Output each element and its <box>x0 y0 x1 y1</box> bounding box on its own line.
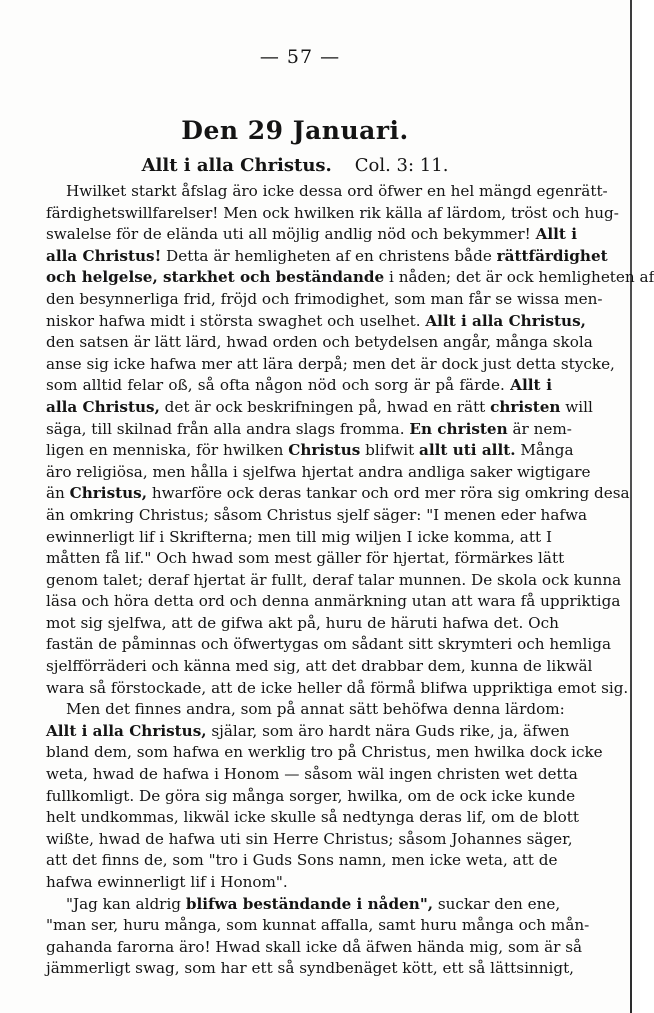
text-span: swalelse för de elända uti all möjlig andlig nöd och bekymmer! <box>46 225 536 244</box>
body-text <box>46 181 654 980</box>
text-line <box>46 850 558 872</box>
text-span: "Jag kan aldrig <box>66 894 186 913</box>
text-span: säga, till skilnad från alla andra slags fromma. <box>46 419 410 438</box>
bold-text: alla Christus! <box>46 246 162 265</box>
bold-text: rättfärdighet <box>496 246 608 265</box>
text-span: än <box>46 484 70 503</box>
text-span: själar, som äro hardt nära Guds rike, ja, äfwen <box>206 721 570 740</box>
text-span: Hwilket starkt åfslag äro icke dessa ord öfwer en hel mängd egenrätt- <box>66 182 608 200</box>
text-line <box>46 440 574 462</box>
text-span: som alltid felar oß, så ofta någon nöd och sorg är på färde. <box>46 376 511 395</box>
bold-text: Allt i alla Christus, <box>425 311 586 330</box>
page-number: — 57 — <box>259 46 341 68</box>
text-span: färdighetswillfarelser! Men ock hwilken rik källa af lärdom, tröst och hug- <box>46 203 619 222</box>
subtitle-text: Allt i alla Christus. <box>141 155 332 176</box>
bold-text: Allt i <box>510 376 553 395</box>
text-span: läsa och höra detta ord och denna anmärkning utan att wara få uppriktiga <box>46 592 621 611</box>
text-line <box>46 958 575 980</box>
bold-text: Allt i <box>535 225 577 244</box>
text-line <box>46 332 593 354</box>
text-span: niskor hafwa midt i största swaghet och uselhet. <box>46 311 426 330</box>
text-span: bland dem, som hafwa en werklig tro på Christus, men hwilka dock icke <box>46 743 603 762</box>
text-line <box>46 634 611 656</box>
text-span: Detta är hemligheten af en christens både <box>161 246 497 265</box>
subtitle-reference: Col. 3: 11. <box>354 155 449 176</box>
bold-text: Christus, <box>69 484 148 503</box>
text-span: weta, hwad de hafwa i Honom — såsom wäl ingen christen wet detta <box>46 765 578 784</box>
text-line <box>46 807 580 829</box>
bold-text: blifwa beständande i nåden", <box>185 894 434 913</box>
text-line <box>46 354 615 376</box>
text-span: i nåden; det är ock hemligheten af <box>384 268 654 287</box>
text-line <box>46 678 629 700</box>
text-line <box>46 829 573 851</box>
text-line <box>46 505 588 527</box>
bold-text: alla Christus, <box>46 397 160 416</box>
text-line <box>46 527 552 549</box>
bold-text: Christus <box>288 441 361 460</box>
text-line <box>46 548 565 570</box>
text-span: hwarföre ock deras tankar och ord mer röra sig omkring desa <box>147 484 630 503</box>
page-edge-line <box>630 0 632 1013</box>
text-span: äro religiösa, men hålla i sjelfwa hjertat andra andliga saker wigtigare <box>46 462 591 481</box>
text-span: Men det finnes andra, som på annat sätt behöfwa denna lärdom: <box>66 700 565 719</box>
text-line <box>46 764 578 786</box>
text-line <box>46 181 608 203</box>
text-span: det är ock beskrifningen på, hwad en rätt <box>159 397 491 416</box>
text-line <box>46 267 654 289</box>
text-span: genom talet; deraf hjertat är fullt, deraf talar munnen. De skola ock kunna <box>46 570 622 589</box>
text-line <box>46 570 622 592</box>
subtitle <box>0 155 590 176</box>
text-line <box>46 246 608 268</box>
bold-text: christen <box>490 397 561 416</box>
text-line <box>46 289 603 311</box>
text-span: den satsen är lätt lärd, hwad orden och betydelsen angår, många skola <box>46 333 593 352</box>
bold-text: allt uti allt. <box>419 441 516 460</box>
text-line <box>46 699 565 721</box>
text-line <box>46 375 552 397</box>
text-line <box>46 786 576 808</box>
text-span: måtten få lif." Och hwad som mest gäller för hjertat, förmärkes lätt <box>46 549 565 568</box>
chapter-title: Den 29 Januari. <box>181 116 409 145</box>
text-line <box>46 311 586 333</box>
text-line <box>46 203 619 225</box>
text-span: "man ser, huru många, som kunnat affalla, samt huru många och mån- <box>46 916 590 935</box>
text-span: den besynnerliga frid, fröjd och frimodighet, som man får se wissa men- <box>46 289 603 308</box>
bold-text: Allt i alla Christus, <box>46 721 207 740</box>
text-line <box>46 742 603 764</box>
text-span: anse sig icke hafwa mer att lära derpå; men det är dock just detta stycke, <box>46 354 615 373</box>
text-line <box>46 915 590 937</box>
text-span: mot sig sjelfwa, att de gifwa akt på, huru de häruti hafwa det. Och <box>46 613 559 632</box>
text-span: fullkomligt. De göra sig många sorger, hwilka, om de ock icke kunde <box>46 786 576 805</box>
text-line <box>46 937 583 959</box>
text-span: fastän de påminnas och öfwertygas om sådant sitt skrymteri och hemliga <box>46 635 611 654</box>
text-line <box>46 462 591 484</box>
text-line <box>46 397 593 419</box>
text-span: än omkring Christus; såsom Christus sjelf säger: "I menen eder hafwa <box>46 505 588 524</box>
text-span: är nem- <box>507 419 572 438</box>
text-line <box>46 721 570 743</box>
text-line <box>46 656 593 678</box>
text-span: will <box>560 397 593 416</box>
text-span: ewinnerligt lif i Skrifterna; men till mig wiljen I icke komma, att I <box>46 527 552 546</box>
text-span: wara så förstockade, att de icke heller då förmå blifwa uppriktiga emot sig. <box>46 678 629 697</box>
bold-text: och helgelse, starkhet och beständande <box>46 268 385 287</box>
text-span: blifwit <box>360 441 420 460</box>
text-span: wißte, hwad de hafwa uti sin Herre Christus; såsom Johannes säger, <box>46 829 573 848</box>
bold-text: En christen <box>409 419 508 438</box>
text-line <box>46 872 552 894</box>
text-span: ligen en menniska, för hwilken <box>46 441 289 460</box>
subtitle-spacer <box>338 155 349 176</box>
text-span: gahanda farorna äro! Hwad skall icke då äfwen hända mig, som är så <box>46 937 583 956</box>
text-span: sjelfförräderi och känna med sig, att det drabbar dem, kunna de likwäl <box>46 657 593 676</box>
text-span: suckar den ene, <box>433 894 561 913</box>
text-line <box>46 483 630 505</box>
text-line <box>46 894 561 916</box>
text-span: att det finns de, som "tro i Guds Sons namn, men icke weta, att de <box>46 851 558 870</box>
text-line <box>46 613 559 635</box>
text-span: hafwa ewinnerligt lif i Honom". <box>46 873 288 891</box>
text-span: jämmerligt swag, som har ett så syndbenäget kött, ett så lättsinnigt, <box>46 959 575 978</box>
text-span: Många <box>515 441 574 460</box>
text-line <box>46 419 572 441</box>
text-line <box>46 591 621 613</box>
text-line <box>46 224 577 246</box>
text-span: helt undkommas, likwäl icke skulle så nedtynga deras lif, om de blott <box>46 808 580 827</box>
